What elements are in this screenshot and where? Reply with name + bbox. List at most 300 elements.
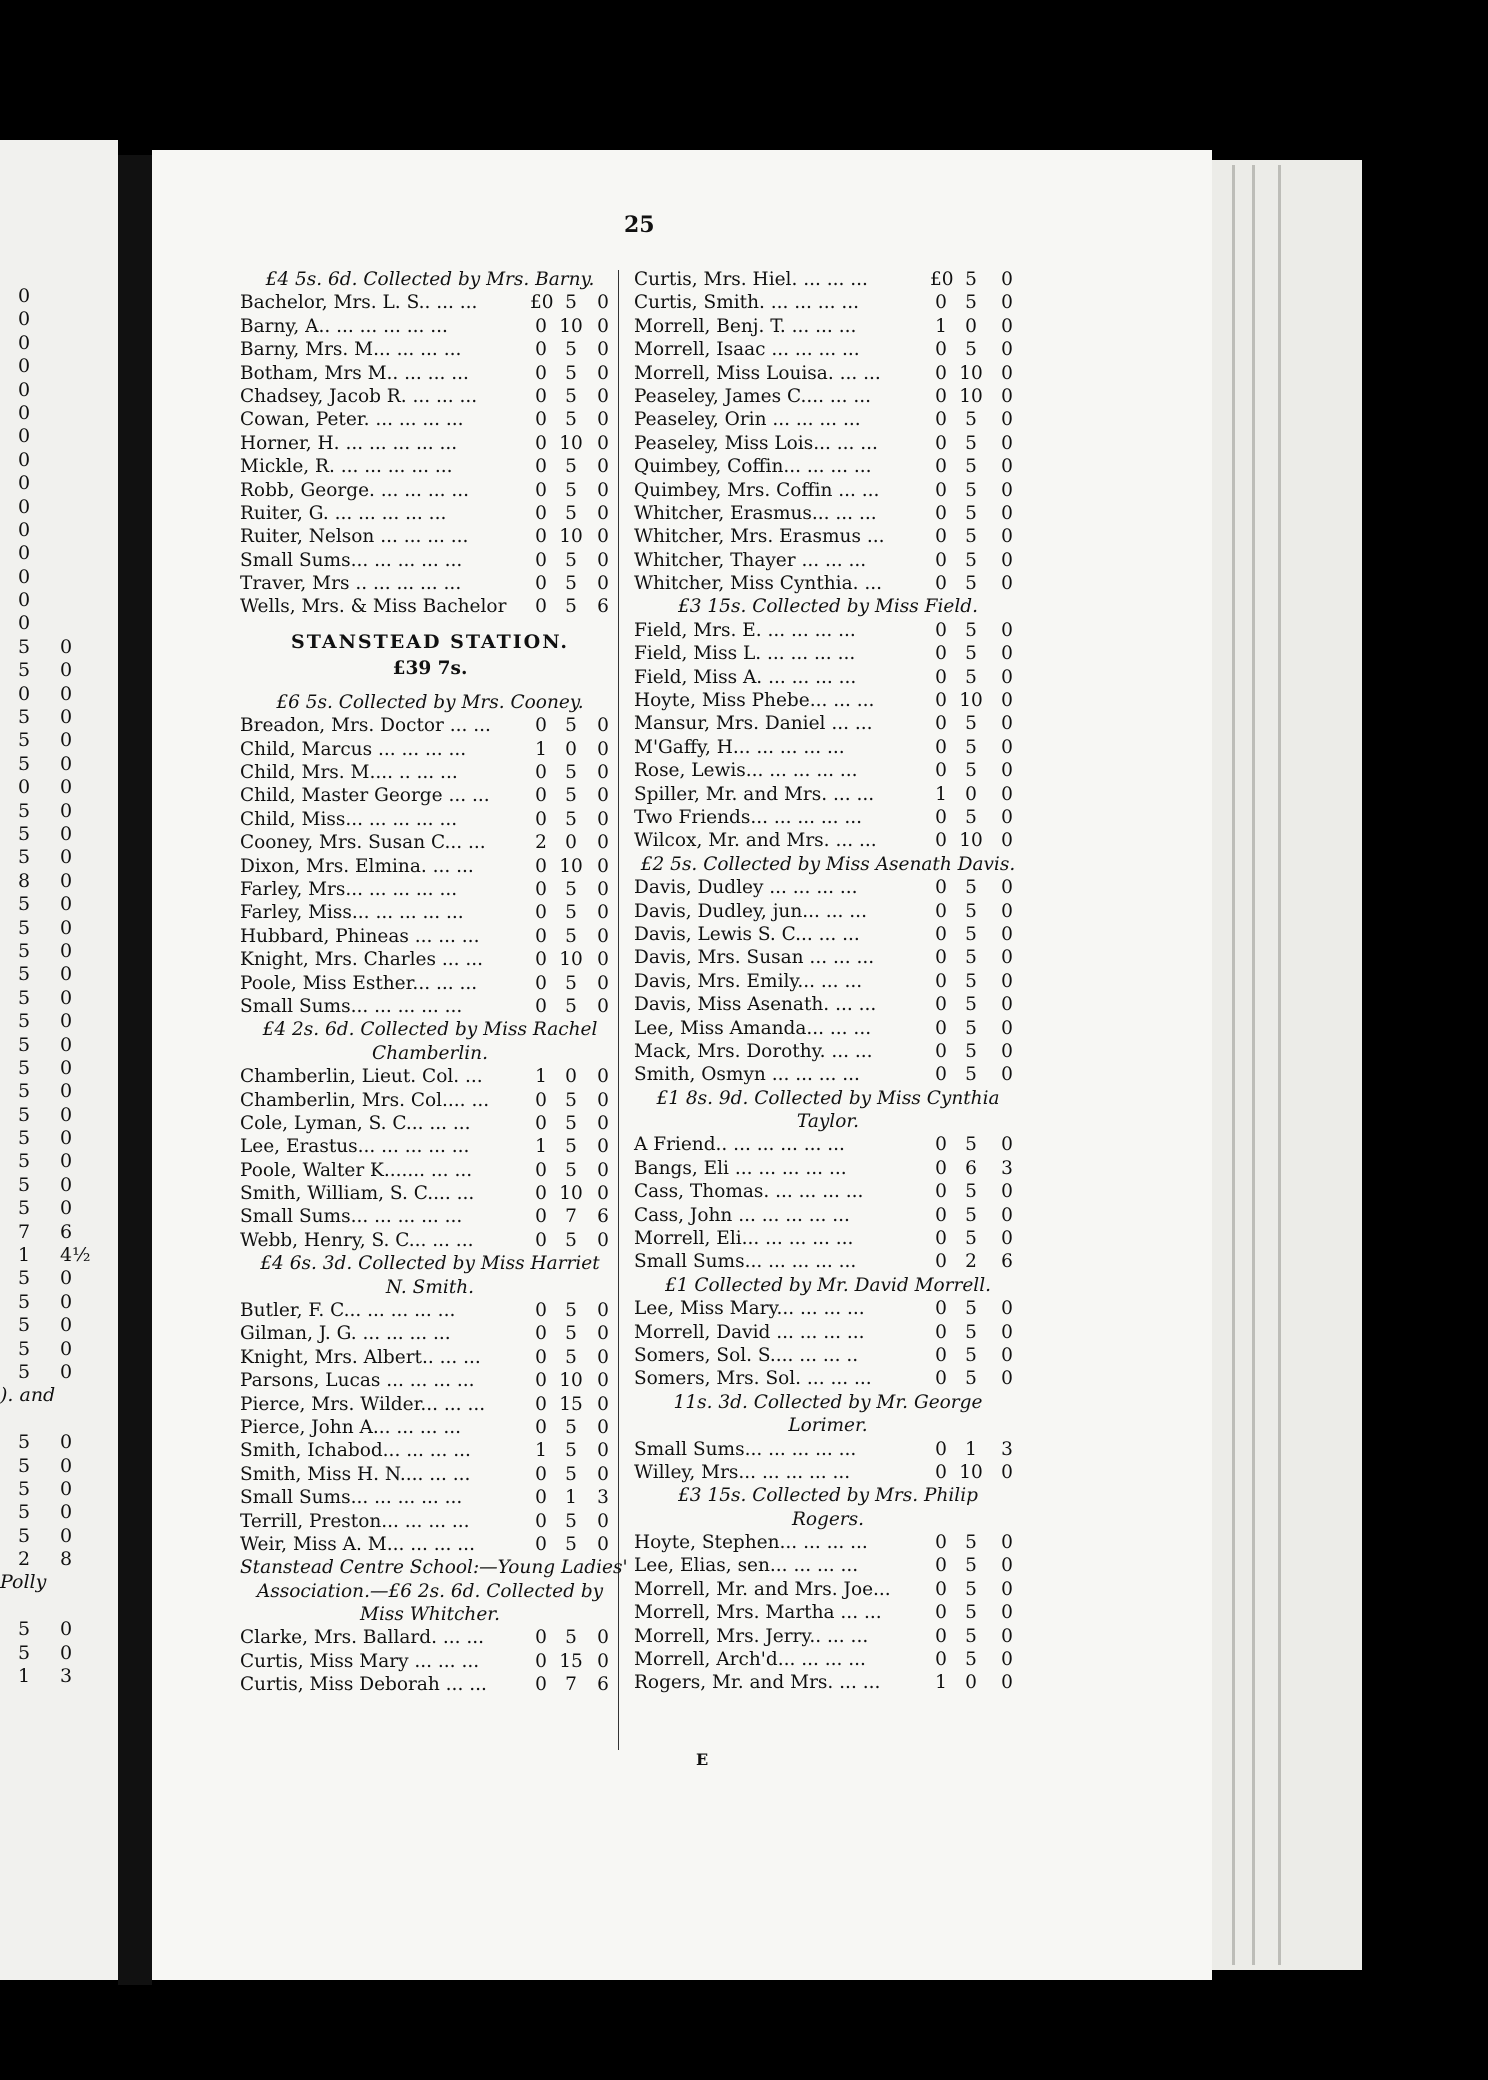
margin-row xyxy=(0,940,110,963)
margin-row xyxy=(0,542,110,565)
entry-row xyxy=(240,1463,620,1486)
margin-figure: 8 xyxy=(60,1548,73,1571)
margin-figure: 0 xyxy=(60,1501,73,1524)
entry-row xyxy=(240,479,620,502)
entry-row xyxy=(240,1182,620,1205)
entry-pence: 0 xyxy=(597,855,609,877)
margin-figure: 5 xyxy=(18,635,31,658)
margin-row xyxy=(0,1548,110,1571)
entry-row xyxy=(634,1017,1022,1040)
station-total: £39 7s. xyxy=(392,657,468,679)
entry-name: Pierce, John A... ... ... ... xyxy=(240,1416,462,1438)
entry-name: Traver, Mrs .. ... ... ... ... xyxy=(240,573,462,595)
margin-row xyxy=(0,1150,110,1173)
entry-name: Davis, Mrs. Emily... ... ... xyxy=(634,970,863,992)
entry-pence: 0 xyxy=(1001,643,1013,665)
entry-shillings: 10 xyxy=(959,362,983,384)
entry-pounds: 0 xyxy=(935,292,947,314)
entry-pence: 0 xyxy=(1001,1298,1013,1320)
margin-figure: 0 xyxy=(60,776,73,799)
entry-pounds: 0 xyxy=(935,409,947,431)
margin-figure: 0 xyxy=(18,612,31,635)
entry-name: Lee, Miss Amanda... ... ... xyxy=(634,1017,872,1039)
entry-shillings: 5 xyxy=(565,502,577,524)
entry-pence: 0 xyxy=(597,1416,609,1438)
margin-figure: 0 xyxy=(60,846,73,869)
entry-pounds: 0 xyxy=(935,713,947,735)
entry-row xyxy=(634,1227,1022,1250)
collection-heading: Chamberlin. xyxy=(372,1042,488,1064)
spacer xyxy=(240,681,620,691)
entry-row xyxy=(240,525,620,548)
entry-pence: 0 xyxy=(1001,1578,1013,1600)
entry-pounds: 0 xyxy=(935,573,947,595)
entry-shillings: 5 xyxy=(565,456,577,478)
entry-name: Mansur, Mrs. Daniel ... ... xyxy=(634,713,873,735)
entry-row xyxy=(240,948,620,971)
entry-name: Davis, Lewis S. C... ... ... xyxy=(634,923,860,945)
margin-figure: 5 xyxy=(18,939,31,962)
entry-shillings: 5 xyxy=(565,972,577,994)
entry-name: Hoyte, Miss Phebe... ... ... xyxy=(634,690,875,712)
entry-row xyxy=(634,1321,1022,1344)
entry-row xyxy=(634,642,1022,665)
entry-pounds: 0 xyxy=(935,643,947,665)
margin-figure: 0 xyxy=(60,752,73,775)
entry-shillings: 10 xyxy=(559,1370,583,1392)
entry-pence: 0 xyxy=(597,456,609,478)
entry-shillings: 15 xyxy=(559,1393,583,1415)
entry-shillings: 5 xyxy=(965,736,977,758)
entry-row xyxy=(634,970,1022,993)
margin-figure: 5 xyxy=(18,1010,31,1033)
entry-pounds: 0 xyxy=(935,362,947,384)
left-column xyxy=(240,268,628,1697)
entry-row xyxy=(634,783,1022,806)
entry-shillings: 5 xyxy=(565,1416,577,1438)
entry-pence: 0 xyxy=(1001,970,1013,992)
entry-pounds: 0 xyxy=(935,549,947,571)
entry-row xyxy=(240,432,620,455)
entry-row xyxy=(634,572,1022,595)
margin-figure: 0 xyxy=(60,1641,73,1664)
collection-heading: £3 15s. Collected by Mrs. Philip xyxy=(678,1485,978,1507)
entry-name: Small Sums... ... ... ... ... xyxy=(240,549,463,571)
margin-figure: 5 xyxy=(18,916,31,939)
entry-row xyxy=(240,362,620,385)
entry-pence: 0 xyxy=(597,1300,609,1322)
margin-row xyxy=(0,1642,110,1665)
entry-row xyxy=(634,666,1022,689)
collection-heading: N. Smith. xyxy=(385,1276,475,1298)
entry-pence: 0 xyxy=(597,1463,609,1485)
margin-row xyxy=(0,1431,110,1454)
entry-pence: 0 xyxy=(1001,713,1013,735)
entry-name: Ruiter, G. ... ... ... ... ... xyxy=(240,502,447,524)
entry-pounds: 0 xyxy=(935,1321,947,1343)
entry-row xyxy=(240,995,620,1018)
entry-row xyxy=(634,1578,1022,1601)
entry-pounds: 0 xyxy=(935,1555,947,1577)
entry-row xyxy=(240,595,620,618)
entry-name: Rogers, Mr. and Mrs. ... ... xyxy=(634,1672,881,1694)
margin-row xyxy=(0,402,110,425)
entry-name: Farley, Miss... ... ... ... ... xyxy=(240,902,464,924)
entry-shillings: 5 xyxy=(565,1136,577,1158)
margin-row xyxy=(0,1501,110,1524)
margin-figure: 0 xyxy=(60,659,73,682)
entry-pounds: 0 xyxy=(935,526,947,548)
entry-name: Davis, Miss Asenath. ... ... xyxy=(634,994,877,1016)
entry-pounds: 0 xyxy=(535,339,547,361)
collection-heading: Stanstead Centre School:—Young Ladies' xyxy=(240,1557,628,1579)
entry-shillings: 5 xyxy=(565,1300,577,1322)
entry-shillings: 5 xyxy=(565,479,577,501)
entry-pence: 0 xyxy=(1001,1368,1013,1390)
margin-row xyxy=(0,683,110,706)
entry-pence: 0 xyxy=(1001,526,1013,548)
entry-shillings: 5 xyxy=(965,1625,977,1647)
entry-pence: 0 xyxy=(597,526,609,548)
entry-pounds: 0 xyxy=(535,1487,547,1509)
margin-figure: 5 xyxy=(18,1033,31,1056)
entry-name: Somers, Sol. S.... ... ... .. xyxy=(634,1344,859,1366)
entry-name: Farley, Mrs... ... ... ... ... xyxy=(240,878,458,900)
entry-shillings: 0 xyxy=(965,783,977,805)
entry-pence: 0 xyxy=(1001,830,1013,852)
margin-row xyxy=(0,1127,110,1150)
entry-shillings: 10 xyxy=(559,315,583,337)
entry-pence: 0 xyxy=(597,1112,609,1134)
entry-shillings: 5 xyxy=(965,970,977,992)
entry-row xyxy=(634,455,1022,478)
entry-row xyxy=(634,1648,1022,1671)
margin-row xyxy=(0,472,110,495)
margin-row xyxy=(0,1080,110,1103)
entry-row xyxy=(240,972,620,995)
entry-shillings: 5 xyxy=(565,1463,577,1485)
entry-row xyxy=(240,1650,620,1673)
margin-figure: 5 xyxy=(18,752,31,775)
entry-shillings: 5 xyxy=(965,619,977,641)
margin-figure: 0 xyxy=(60,1290,73,1313)
entry-name: Child, Mrs. M.... .. ... ... xyxy=(240,762,458,784)
entry-pence: 0 xyxy=(597,1159,609,1181)
entry-name: Curtis, Miss Mary ... ... ... xyxy=(240,1650,480,1672)
entry-name: Small Sums... ... ... ... ... xyxy=(634,1438,857,1460)
entry-pounds: 0 xyxy=(935,1532,947,1554)
entry-pounds: 0 xyxy=(935,806,947,828)
entry-pounds: 0 xyxy=(935,1181,947,1203)
entry-pence: 0 xyxy=(597,738,609,760)
entry-shillings: 10 xyxy=(559,432,583,454)
margin-text: ). and xyxy=(0,1384,56,1407)
entry-name: Curtis, Smith. ... ... ... ... xyxy=(634,292,859,314)
entry-pence: 0 xyxy=(1001,1602,1013,1624)
entry-row xyxy=(634,338,1022,361)
entry-shillings: 5 xyxy=(965,1649,977,1671)
margin-row xyxy=(0,1361,110,1384)
margin-figure: 0 xyxy=(60,1010,73,1033)
entry-pounds: 0 xyxy=(935,736,947,758)
entry-pence: 0 xyxy=(597,1440,609,1462)
entry-row xyxy=(634,900,1022,923)
margin-figure: 5 xyxy=(18,1150,31,1173)
margin-figure: 5 xyxy=(18,1290,31,1313)
collection-heading: £6 5s. Collected by Mrs. Cooney. xyxy=(276,691,584,713)
entry-name: Davis, Mrs. Susan ... ... ... xyxy=(634,947,875,969)
margin-figure: 5 xyxy=(18,1080,31,1103)
entry-name: Somers, Mrs. Sol. ... ... ... xyxy=(634,1368,872,1390)
entry-name: Clarke, Mrs. Ballard. ... ... xyxy=(240,1627,485,1649)
entry-pence: 0 xyxy=(1001,1555,1013,1577)
entry-name: Morrell, Miss Louisa. ... ... xyxy=(634,362,881,384)
entry-row xyxy=(240,502,620,525)
entry-name: Child, Miss... ... ... ... ... xyxy=(240,808,458,830)
entry-name: Hoyte, Stephen... ... ... ... xyxy=(634,1532,868,1554)
entry-pounds: 0 xyxy=(935,1298,947,1320)
entry-pence: 0 xyxy=(1001,409,1013,431)
entry-name: Smith, Osmyn ... ... ... ... xyxy=(634,1064,860,1086)
entry-pounds: 0 xyxy=(935,1251,947,1273)
entry-name: Morrell, Mrs. Jerry.. ... ... xyxy=(634,1625,869,1647)
book-gutter xyxy=(118,155,152,1985)
entry-pence: 0 xyxy=(1001,806,1013,828)
margin-figure: 5 xyxy=(18,729,31,752)
entry-shillings: 5 xyxy=(965,1064,977,1086)
entry-shillings: 5 xyxy=(965,1532,977,1554)
entry-pounds: 0 xyxy=(535,785,547,807)
entry-name: Knight, Mrs. Charles ... ... xyxy=(240,949,483,971)
collection-heading: Association.—£6 2s. 6d. Collected by xyxy=(256,1580,604,1602)
margin-row xyxy=(0,729,110,752)
margin-figure: 5 xyxy=(18,1524,31,1547)
entry-name: Field, Miss L. ... ... ... ... xyxy=(634,643,856,665)
entry-name: Morrell, Isaac ... ... ... ... xyxy=(634,339,860,361)
entry-pounds: 0 xyxy=(935,1064,947,1086)
margin-figure: 0 xyxy=(18,448,31,471)
entry-row xyxy=(240,1322,620,1345)
margin-row xyxy=(0,308,110,331)
entry-pence: 0 xyxy=(1001,502,1013,524)
margin-figure: 0 xyxy=(18,542,31,565)
entry-name: Morrell, Eli... ... ... ... ... xyxy=(634,1228,854,1250)
entry-shillings: 5 xyxy=(965,666,977,688)
entry-pence: 0 xyxy=(597,1650,609,1672)
entry-shillings: 5 xyxy=(565,1112,577,1134)
entry-pounds: 0 xyxy=(535,1533,547,1555)
entry-shillings: 5 xyxy=(965,900,977,922)
entry-shillings: 5 xyxy=(565,715,577,737)
entry-pounds: 0 xyxy=(535,479,547,501)
entry-pounds: 0 xyxy=(535,1323,547,1345)
entry-row xyxy=(240,1673,620,1696)
entry-pence: 0 xyxy=(1001,573,1013,595)
entry-pence: 6 xyxy=(597,1674,609,1696)
entry-pence: 0 xyxy=(597,1370,609,1392)
entry-row xyxy=(634,362,1022,385)
entry-pounds: 0 xyxy=(535,972,547,994)
entry-pounds: 0 xyxy=(935,970,947,992)
entry-pence: 0 xyxy=(1001,690,1013,712)
margin-figure: 0 xyxy=(60,1618,73,1641)
collection-heading: Lorimer. xyxy=(788,1415,868,1437)
entry-pounds: 0 xyxy=(935,1157,947,1179)
margin-figure: 5 xyxy=(18,1103,31,1126)
margin-row xyxy=(0,1057,110,1080)
entry-pence: 0 xyxy=(597,762,609,784)
entry-shillings: 5 xyxy=(565,785,577,807)
entry-pounds: 2 xyxy=(535,832,547,854)
entry-pounds: 1 xyxy=(935,315,947,337)
entry-pence: 0 xyxy=(1001,1204,1013,1226)
entry-pounds: 0 xyxy=(935,456,947,478)
entry-pounds: 0 xyxy=(535,1206,547,1228)
entry-pence: 0 xyxy=(1001,1532,1013,1554)
entry-shillings: 1 xyxy=(565,1487,577,1509)
entry-shillings: 5 xyxy=(965,1321,977,1343)
entry-name: Parsons, Lucas ... ... ... ... xyxy=(240,1370,475,1392)
entry-pounds: 0 xyxy=(935,502,947,524)
entry-row xyxy=(240,1205,620,1228)
entry-row xyxy=(634,1438,1022,1461)
entry-name: Chamberlin, Mrs. Col.... ... xyxy=(240,1089,490,1111)
entry-shillings: 5 xyxy=(965,1204,977,1226)
margin-figure: 0 xyxy=(18,776,31,799)
entry-row xyxy=(240,855,620,878)
entry-name: Lee, Miss Mary... ... ... ... xyxy=(634,1298,865,1320)
entry-shillings: 5 xyxy=(965,1298,977,1320)
entry-pence: 0 xyxy=(1001,1064,1013,1086)
entry-pence: 0 xyxy=(597,902,609,924)
entry-pence: 6 xyxy=(597,596,609,618)
entry-pounds: 0 xyxy=(935,666,947,688)
entry-name: Wells, Mrs. & Miss Bachelor xyxy=(240,596,507,618)
entry-pounds: 0 xyxy=(535,1300,547,1322)
entry-shillings: 5 xyxy=(965,339,977,361)
entry-name: Weir, Miss A. M... ... ... ... xyxy=(240,1533,475,1555)
entry-shillings: 5 xyxy=(565,1159,577,1181)
entry-pounds: 0 xyxy=(535,502,547,524)
entry-pence: 3 xyxy=(597,1487,609,1509)
entry-shillings: 5 xyxy=(965,1368,977,1390)
margin-figure: 0 xyxy=(60,1267,73,1290)
entry-pence: 0 xyxy=(597,1229,609,1251)
collection-heading: £2 5s. Collected by Miss Asenath Davis. xyxy=(640,853,1016,875)
margin-figure: 0 xyxy=(60,682,73,705)
entry-pence: 0 xyxy=(597,808,609,830)
margin-figure: 5 xyxy=(18,1173,31,1196)
margin-figure: 5 xyxy=(18,1314,31,1337)
entry-name: Terrill, Preston... ... ... ... xyxy=(240,1510,470,1532)
margin-figure: 0 xyxy=(18,495,31,518)
margin-row xyxy=(0,987,110,1010)
margin-row xyxy=(0,753,110,776)
margin-row xyxy=(0,776,110,799)
entry-pence: 0 xyxy=(597,785,609,807)
entry-shillings: 5 xyxy=(565,292,577,314)
entry-shillings: 5 xyxy=(565,1533,577,1555)
entry-name: Peaseley, Orin ... ... ... ... xyxy=(634,409,861,431)
entry-shillings: 10 xyxy=(959,1461,983,1483)
entry-pounds: 0 xyxy=(535,409,547,431)
entry-shillings: 5 xyxy=(565,995,577,1017)
page-edge-line xyxy=(1232,165,1235,1965)
entry-row xyxy=(240,1089,620,1112)
page-number: 25 xyxy=(624,212,655,238)
entry-pounds: 0 xyxy=(535,762,547,784)
entry-row xyxy=(634,1531,1022,1554)
margin-figure: 0 xyxy=(18,565,31,588)
entry-pence: 0 xyxy=(1001,479,1013,501)
margin-figure: 0 xyxy=(18,378,31,401)
margin-figure: 0 xyxy=(60,729,73,752)
entry-name: Lee, Erastus... ... ... ... ... xyxy=(240,1136,470,1158)
margin-figure: 5 xyxy=(18,1267,31,1290)
entry-pounds: 0 xyxy=(535,362,547,384)
entry-name: M'Gaffy, H... ... ... ... ... xyxy=(634,736,845,758)
margin-figure: 5 xyxy=(18,822,31,845)
margin-row xyxy=(0,1338,110,1361)
entry-shillings: 5 xyxy=(565,549,577,571)
entry-shillings: 5 xyxy=(565,385,577,407)
entry-pounds: 0 xyxy=(935,1204,947,1226)
margin-figure: 8 xyxy=(18,869,31,892)
entry-pounds: 0 xyxy=(535,1089,547,1111)
margin-row xyxy=(0,823,110,846)
entry-pence: 0 xyxy=(597,292,609,314)
entry-pence: 0 xyxy=(1001,736,1013,758)
margin-figure: 0 xyxy=(18,518,31,541)
margin-figure: 0 xyxy=(60,1173,73,1196)
margin-row xyxy=(0,1104,110,1127)
entry-pounds: 0 xyxy=(935,877,947,899)
entry-row xyxy=(240,1159,620,1182)
entry-shillings: 5 xyxy=(565,339,577,361)
entry-shillings: 5 xyxy=(565,409,577,431)
margin-figure: 5 xyxy=(18,1197,31,1220)
margin-row xyxy=(0,285,110,308)
margin-row xyxy=(0,1455,110,1478)
entry-name: Small Sums... ... ... ... ... xyxy=(240,995,463,1017)
margin-row xyxy=(0,636,110,659)
entry-shillings: 7 xyxy=(565,1206,577,1228)
entry-pounds: 0 xyxy=(535,855,547,877)
entry-name: Barny, A.. ... ... ... ... ... xyxy=(240,315,448,337)
entry-shillings: 5 xyxy=(965,1040,977,1062)
entry-row xyxy=(240,1416,620,1439)
entry-pounds: 0 xyxy=(935,830,947,852)
entry-name: Quimbey, Mrs. Coffin ... ... xyxy=(634,479,880,501)
entry-shillings: 5 xyxy=(965,1134,977,1156)
entry-pounds: 0 xyxy=(935,1344,947,1366)
margin-figure: 7 xyxy=(18,1220,31,1243)
margin-figure: 0 xyxy=(18,308,31,331)
margin-figure: 0 xyxy=(60,1524,73,1547)
entry-pounds: 0 xyxy=(935,994,947,1016)
page-edge-line xyxy=(1278,165,1281,1965)
entry-pounds: 0 xyxy=(535,1393,547,1415)
entry-pence: 0 xyxy=(597,1533,609,1555)
margin-row xyxy=(0,1525,110,1548)
collection-heading: £4 6s. 3d. Collected by Miss Harriet xyxy=(260,1253,600,1275)
entry-row xyxy=(634,408,1022,431)
entry-row xyxy=(634,315,1022,338)
entry-row xyxy=(240,385,620,408)
entry-row xyxy=(634,993,1022,1016)
margin-figure: 0 xyxy=(60,1080,73,1103)
entry-name: A Friend.. ... ... ... ... ... xyxy=(634,1134,845,1156)
